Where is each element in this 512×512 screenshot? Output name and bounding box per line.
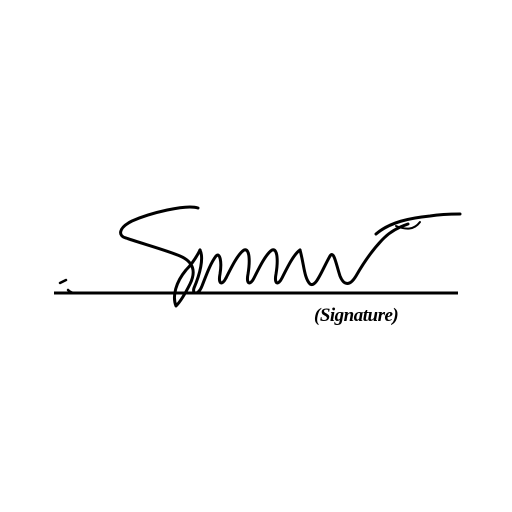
signature-caption: (Signature): [314, 305, 399, 326]
signature-stroke-w: [300, 224, 408, 285]
signature-stroke-m: [226, 250, 300, 283]
signature-stroke-s: [121, 207, 200, 306]
signature-stroke-loop: [194, 250, 226, 293]
line-start-mark: [60, 280, 78, 293]
